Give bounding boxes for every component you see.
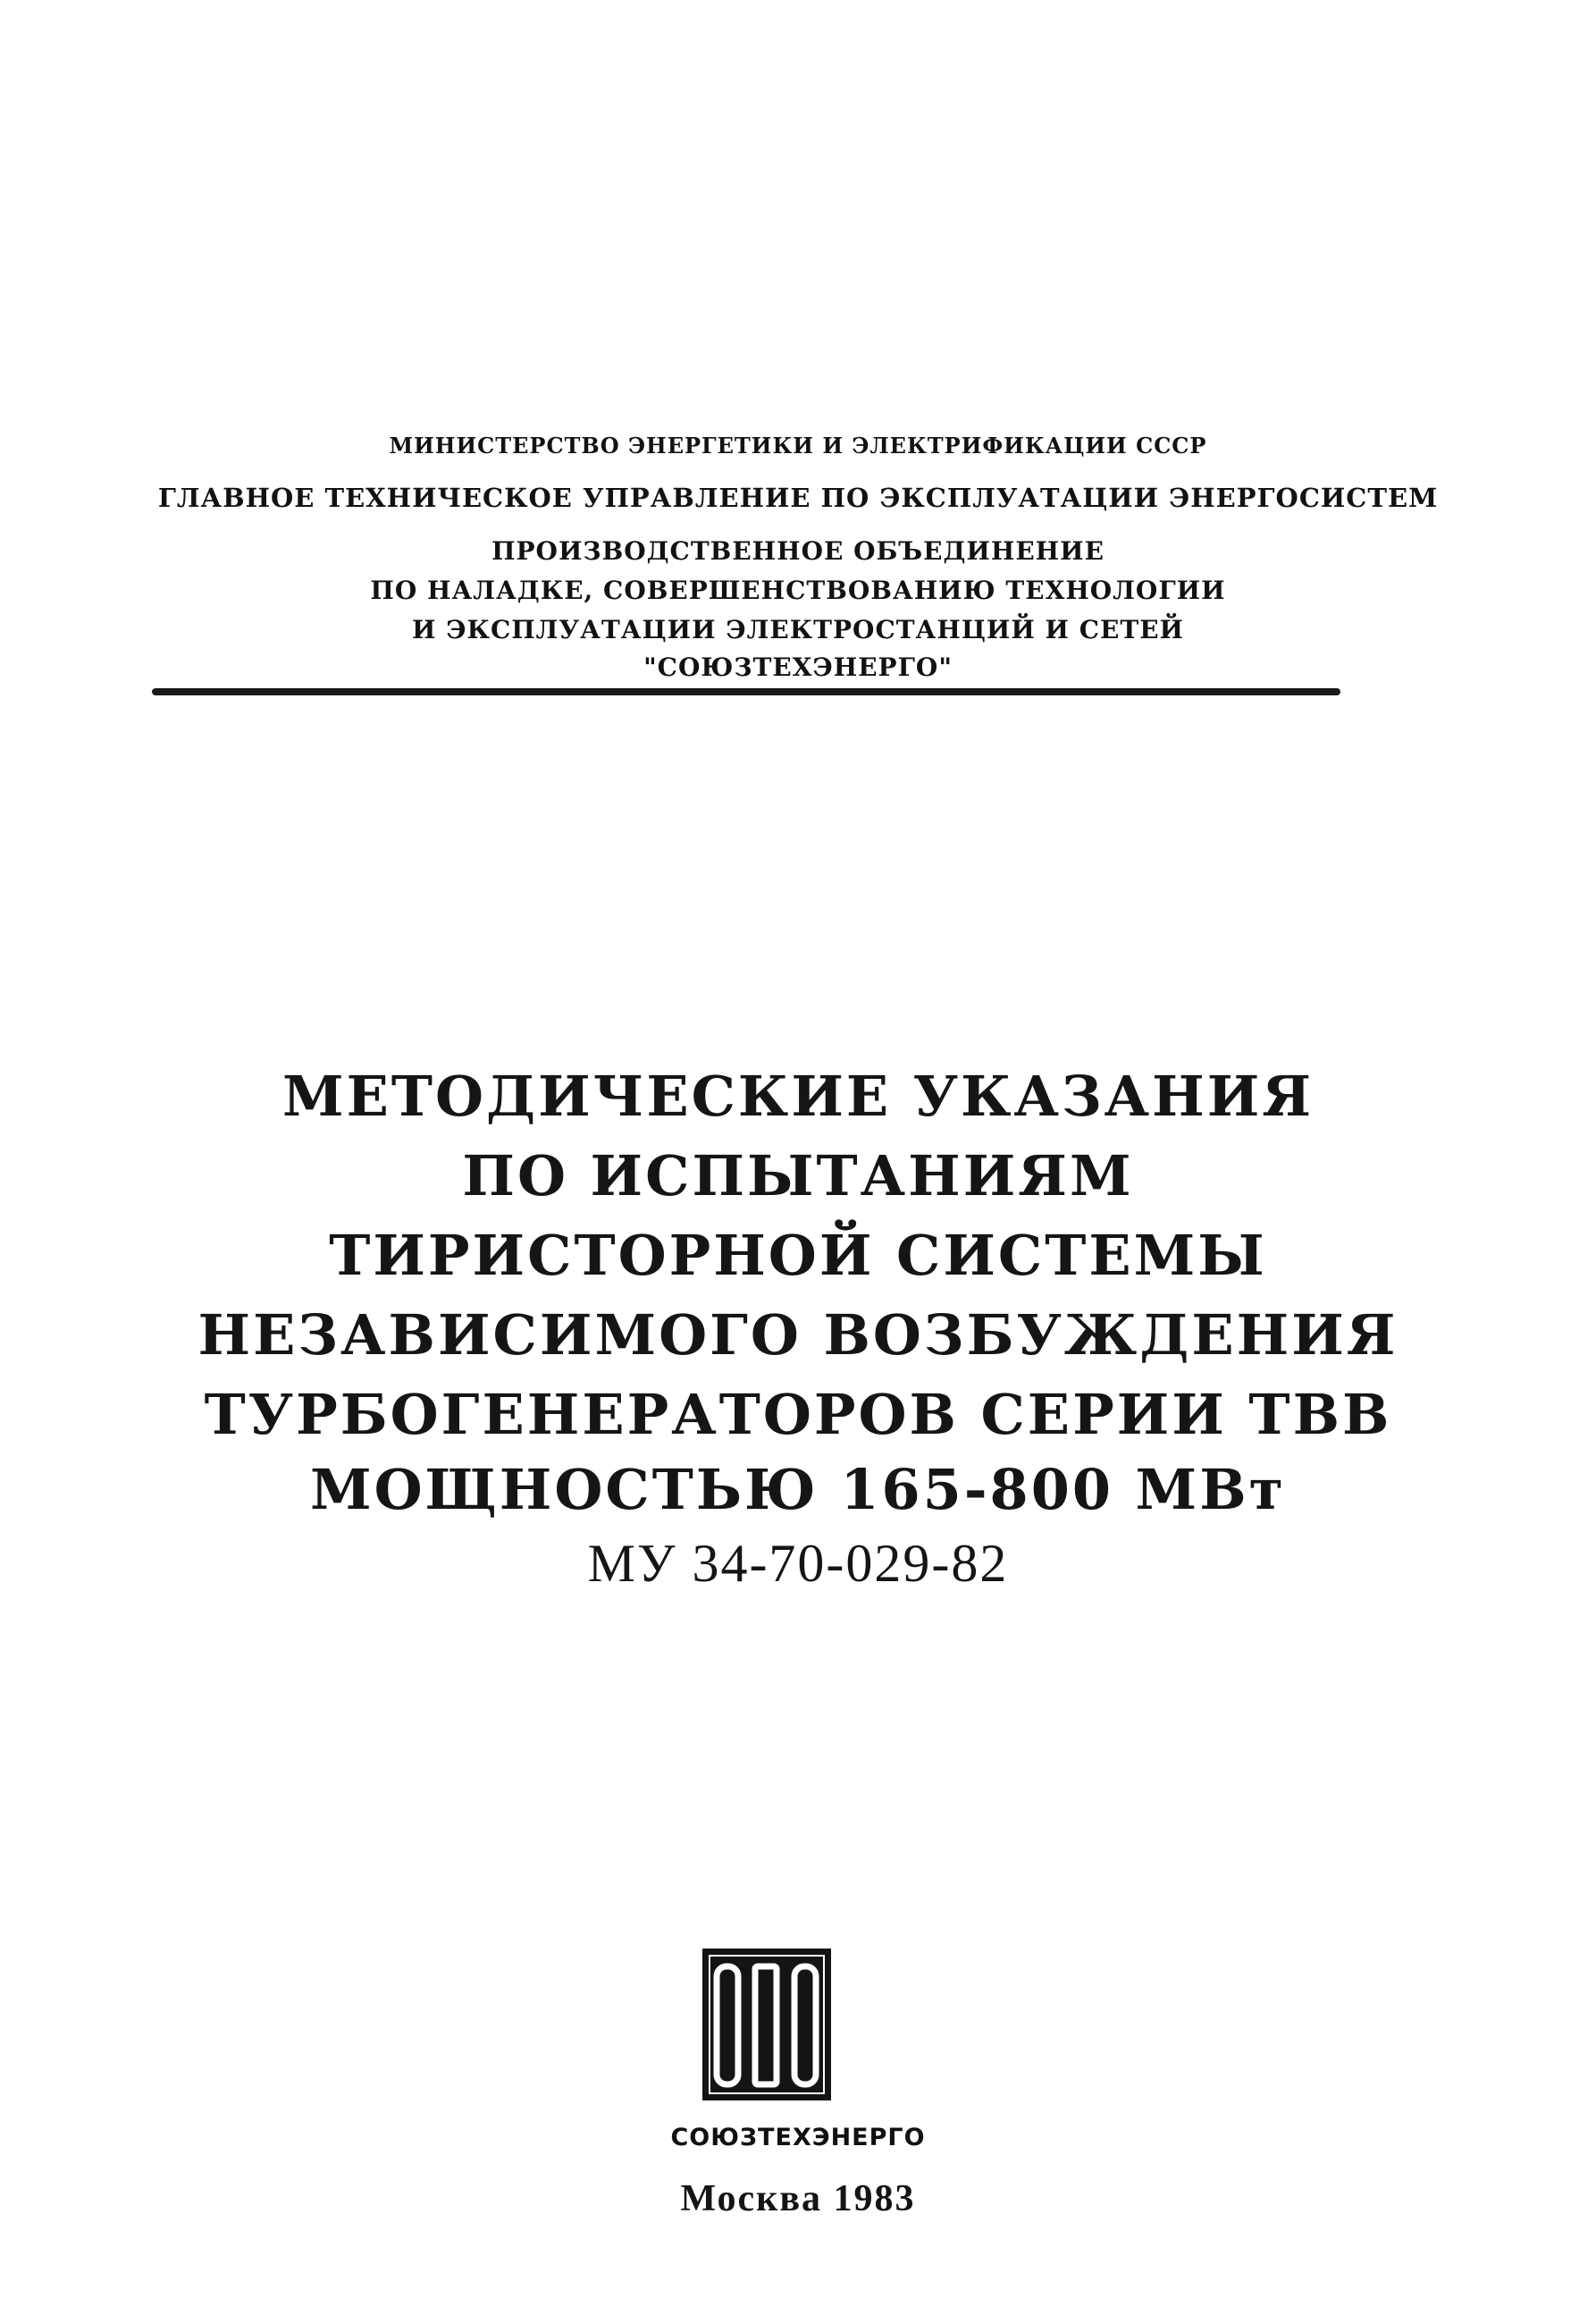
association-line-2: ПО НАЛАДКЕ, СОВЕРШЕНСТВОВАНИЮ ТЕХНОЛОГИИ (370, 576, 1226, 605)
header-divider (152, 688, 1340, 695)
association-line-4: "СОЮЗТЕХЭНЕРГО" (643, 652, 953, 682)
title-line-3: ТИРИСТОРНОЙ СИСТЕМЫ (329, 1223, 1267, 1288)
title-line-5: ТУРБОГЕНЕРАТОРОВ СЕРИИ ТВВ (204, 1382, 1392, 1447)
sto-publisher-logo-icon (702, 1949, 831, 2100)
imprint-city-year: Москва 1983 (680, 2178, 916, 2219)
title-line-2: ПО ИСПЫТАНИЯМ (462, 1143, 1134, 1208)
document-code: МУ 34-70-029-82 (587, 1534, 1009, 1593)
title-line-1: МЕТОДИЧЕСКИЕ УКАЗАНИЯ (281, 1064, 1315, 1129)
association-line-1: ПРОИЗВОДСТВЕННОЕ ОБЪЕДИНЕНИЕ (491, 536, 1105, 566)
publisher-name: СОЮЗТЕХЭНЕРГО (670, 2124, 926, 2151)
title-line-6: МОЩНОСТЬЮ 165-800 МВт (309, 1457, 1287, 1522)
title-line-4: НЕЗАВИСИМОГО ВОЗБУЖДЕНИЯ (197, 1302, 1399, 1368)
association-line-3: И ЭКСПЛУАТАЦИИ ЭЛЕКТРОСТАНЦИЙ И СЕТЕЙ (412, 615, 1184, 644)
directorate-line: ГЛАВНОЕ ТЕХНИЧЕСКОЕ УПРАВЛЕНИЕ ПО ЭКСПЛУАТАЦИИ ЭНЕРГОСИСТЕМ (157, 483, 1439, 513)
ministry-line: МИНИСТЕРСТВО ЭНЕРГЕТИКИ И ЭЛЕКТРИФИКАЦИИ СССР (389, 433, 1207, 459)
